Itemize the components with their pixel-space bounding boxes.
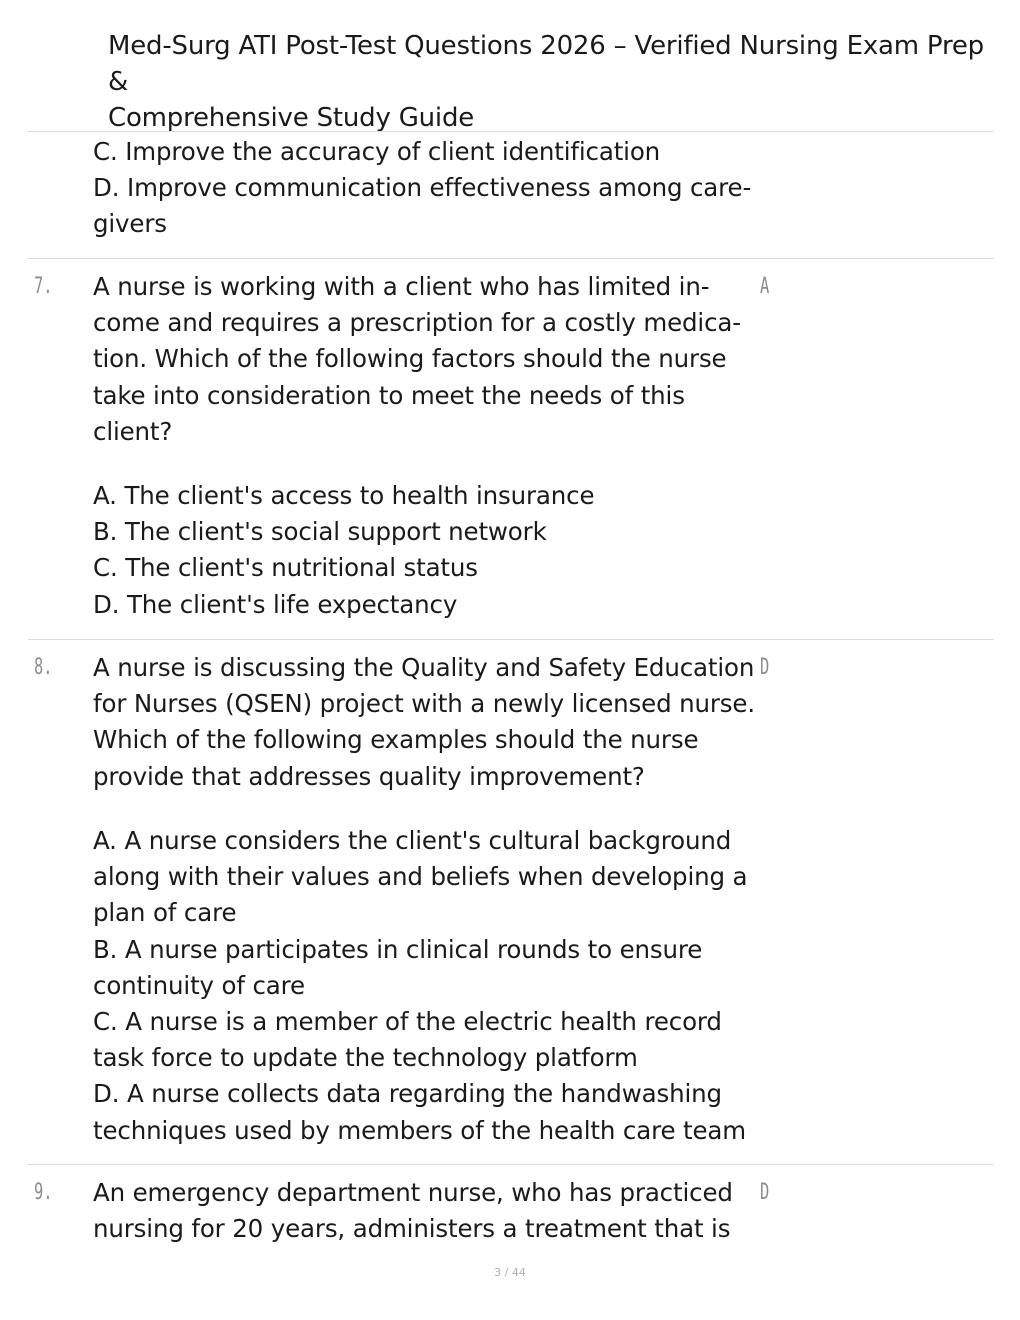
divider	[28, 258, 994, 259]
option-line: D. A nurse collects data regarding the handwashing	[93, 1079, 722, 1109]
stem-line: provide that addresses quality improvement?	[93, 761, 645, 791]
option-line: continuity of care	[93, 970, 305, 1000]
answer-key: D	[760, 1180, 770, 1205]
option-line: task force to update the technology platform	[93, 1043, 638, 1073]
option-line: A. The client's access to health insurance	[93, 481, 595, 510]
page-title-line-1: Med-Surg ATI Post-Test Questions 2026 – Verified Nursing Exam Prep &	[108, 31, 984, 97]
stem-line: take into consideration to meet the needs of this	[93, 380, 685, 410]
option-line: givers	[93, 209, 167, 239]
option-line: plan of care	[93, 898, 237, 928]
divider	[28, 131, 994, 132]
stem-line: tion. Which of the following factors should the nurse	[93, 344, 727, 374]
stem-line: come and requires a prescription for a costly medica-	[93, 308, 741, 338]
stem-line: client?	[93, 416, 173, 446]
stem-line: A nurse is discussing the Quality and Safety Education	[93, 653, 755, 682]
option-line: A. A nurse considers the client's cultural background	[93, 826, 732, 855]
stem-line: Which of the following examples should the nurse	[93, 725, 699, 755]
stem-line: A nurse is working with a client who has limited in-	[93, 272, 710, 301]
answer-key: D	[760, 655, 770, 680]
question-stem	[93, 650, 773, 795]
option-line: C. The client's nutritional status	[93, 553, 478, 583]
question-number: 8.	[34, 655, 53, 680]
stem-line: for Nurses (QSEN) project with a newly licensed nurse.	[93, 689, 755, 719]
option-line: B. The client's social support network	[93, 517, 547, 547]
option-line: D. The client's life expectancy	[93, 589, 458, 619]
option-line: D. Improve communication effectiveness among care-	[93, 173, 752, 203]
divider	[28, 1164, 994, 1165]
option-line: C. Improve the accuracy of client identification	[93, 137, 661, 166]
page-number: 3 / 44	[494, 1266, 526, 1279]
question-number: 9.	[34, 1180, 53, 1205]
option-line: C. A nurse is a member of the electric health record	[93, 1007, 722, 1037]
continued-options	[93, 134, 773, 243]
page-title	[108, 28, 1008, 136]
answer-key: A	[760, 274, 770, 299]
option-line: techniques used by members of the health care team	[93, 1115, 746, 1145]
question-stem	[93, 269, 773, 450]
divider	[28, 639, 994, 640]
stem-line: nursing for 20 years, administers a treatment that is	[93, 1214, 731, 1244]
question-options	[93, 823, 773, 1149]
option-line: along with their values and beliefs when developing a	[93, 862, 748, 892]
question-options	[93, 478, 773, 623]
question-number: 7.	[34, 274, 53, 299]
stem-line: An emergency department nurse, who has practiced	[93, 1178, 733, 1207]
option-line: B. A nurse participates in clinical rounds to ensure	[93, 934, 703, 964]
page-title-line-2: Comprehensive Study Guide	[108, 103, 475, 133]
question-stem	[93, 1175, 773, 1247]
